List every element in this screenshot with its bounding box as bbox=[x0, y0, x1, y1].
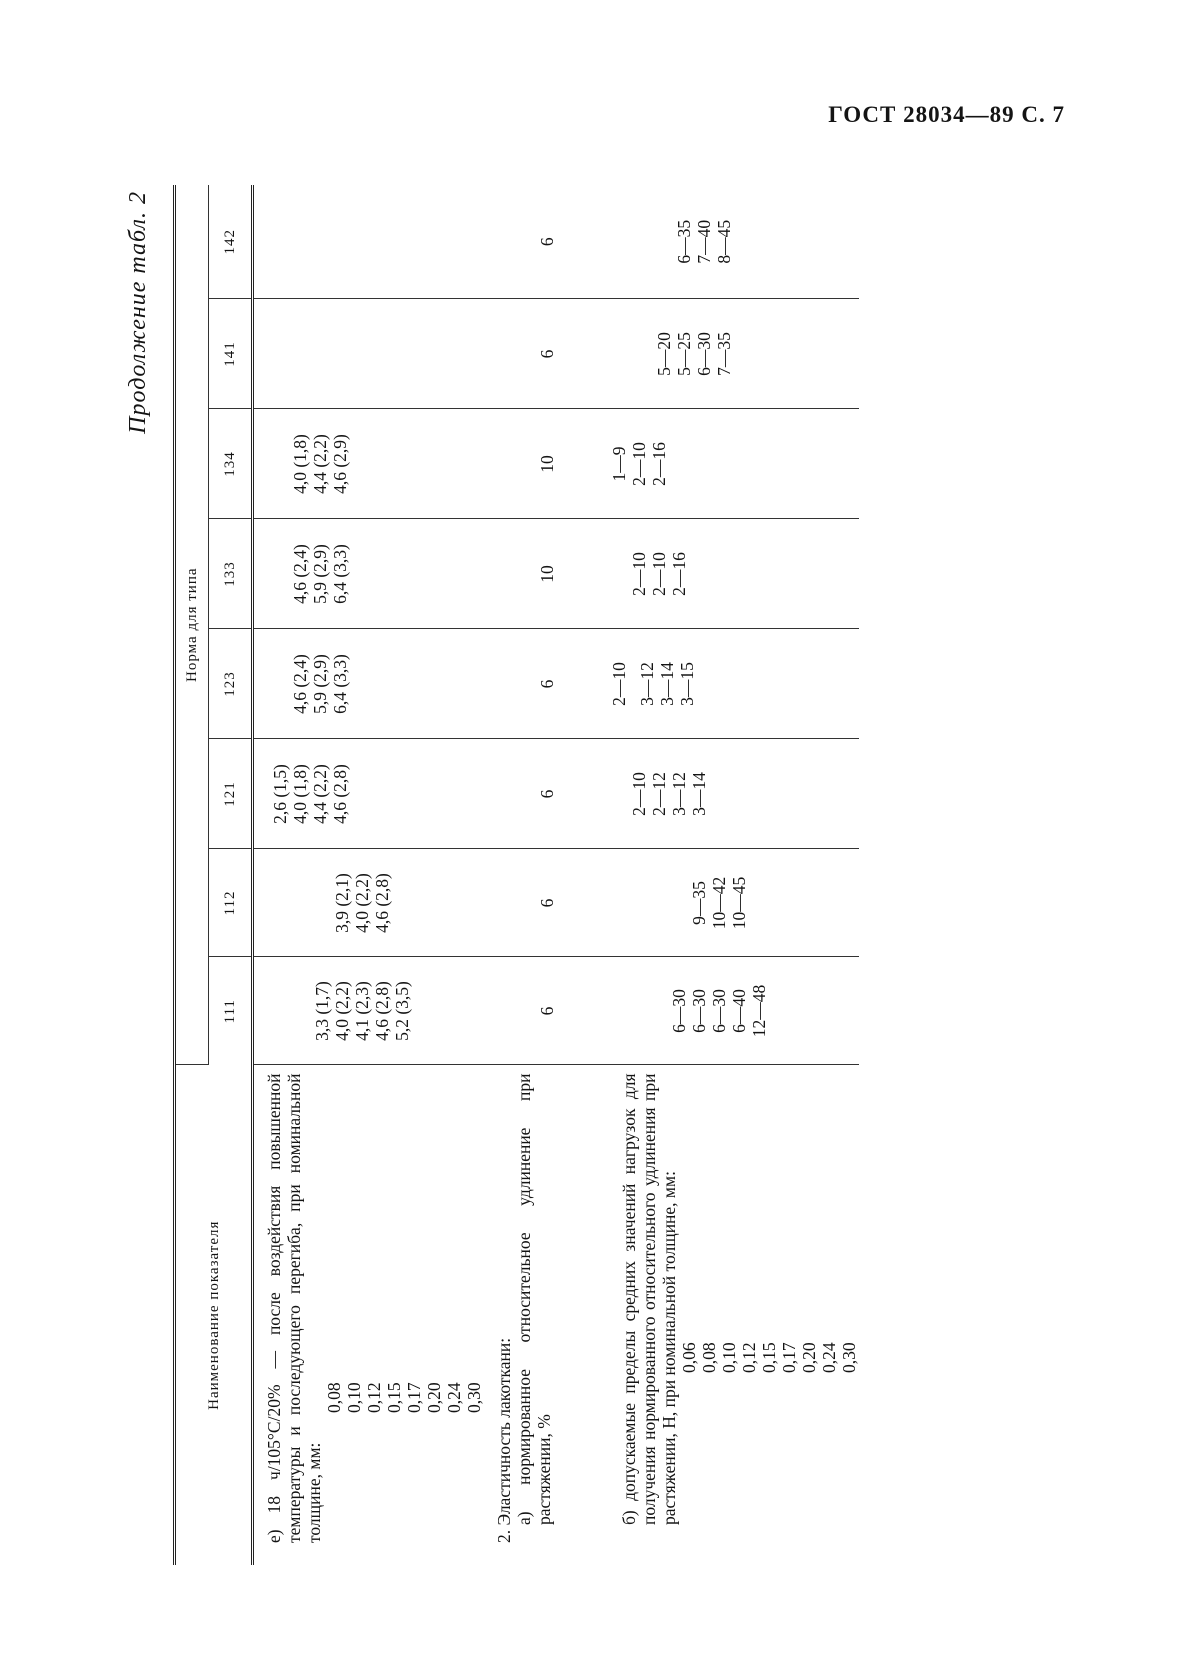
size-value: 0,08 bbox=[699, 1342, 719, 1373]
cell-value: 6—30 bbox=[694, 332, 714, 376]
cell-value: 6,4 (3,3) bbox=[330, 654, 350, 714]
size-value: 0,20 bbox=[799, 1342, 819, 1373]
cell-b-121 bbox=[609, 739, 859, 849]
table-caption: Продолжение табл. 2 bbox=[125, 191, 151, 434]
name-column-header: Наименование показателя bbox=[175, 1065, 253, 1565]
size-value: 0,06 bbox=[679, 1342, 699, 1373]
cell-e-112 bbox=[253, 849, 485, 957]
cell-value: 12—48 bbox=[749, 984, 769, 1038]
page-header: ГОСТ 28034—89 С. 7 bbox=[828, 102, 1065, 127]
cell-value: 4,6 (2,9) bbox=[330, 434, 350, 494]
cell-value: 5,9 (2,9) bbox=[310, 654, 330, 714]
cell-value: 5,2 (3,5) bbox=[392, 981, 412, 1041]
cell-value: 3,9 (2,1) bbox=[332, 873, 352, 933]
cell-b-112 bbox=[609, 849, 859, 957]
table-row-e bbox=[253, 185, 485, 1565]
cell-b-111 bbox=[609, 957, 859, 1065]
cell-e-133 bbox=[253, 519, 485, 629]
cell-a-141: 6 bbox=[484, 299, 609, 409]
size-value: 0,12 bbox=[364, 1382, 384, 1413]
cell-value: 3—12 bbox=[669, 772, 689, 816]
cell-b-134 bbox=[609, 409, 859, 519]
cell-value: 8—45 bbox=[714, 219, 734, 264]
column-header: 112 bbox=[209, 849, 253, 957]
cell-value: 2—12 bbox=[649, 772, 669, 816]
size-value: 0,30 bbox=[464, 1382, 484, 1413]
column-header: 111 bbox=[209, 957, 253, 1065]
cell-a-111: 6 bbox=[484, 957, 609, 1065]
cell-e-121 bbox=[253, 739, 485, 849]
size-value: 0,12 bbox=[739, 1342, 759, 1373]
row-e-marker: е) bbox=[264, 1529, 284, 1543]
cell-value: 4,0 (2,2) bbox=[332, 981, 352, 1041]
cell-value: 2—16 bbox=[669, 552, 689, 596]
column-header: 133 bbox=[209, 519, 253, 629]
cell-value: 4,4 (2,2) bbox=[310, 764, 330, 824]
cell-value: 3—14 bbox=[689, 772, 709, 816]
row-a-marker: а) bbox=[514, 1511, 534, 1525]
cell-value: 4,0 (1,8) bbox=[290, 434, 310, 494]
cell-value: 6—35 bbox=[674, 219, 694, 264]
cell-value: 3—12 bbox=[637, 662, 657, 706]
size-value: 0,15 bbox=[384, 1382, 404, 1413]
cell-a-112: 6 bbox=[484, 849, 609, 957]
cell-value: 2—10 bbox=[629, 772, 649, 816]
size-value: 0,08 bbox=[324, 1382, 344, 1413]
size-value: 0,24 bbox=[444, 1382, 464, 1413]
row-b-marker: б) bbox=[619, 1510, 639, 1525]
cell-value: 4,6 (2,4) bbox=[290, 544, 310, 604]
cell-value: 1—9 bbox=[609, 446, 629, 482]
size-value: 0,24 bbox=[819, 1342, 839, 1373]
cell-a-121: 6 bbox=[484, 739, 609, 849]
column-header: 141 bbox=[209, 299, 253, 409]
cell-value: 6—30 bbox=[689, 989, 709, 1033]
cell-value: 3—14 bbox=[657, 662, 677, 706]
column-header: 142 bbox=[209, 185, 253, 299]
table-row-b bbox=[609, 185, 859, 1565]
cell-value: 4,0 (2,2) bbox=[352, 873, 372, 933]
cell-b-142 bbox=[609, 185, 859, 299]
size-value: 0,30 bbox=[839, 1342, 859, 1373]
cell-value: 7—40 bbox=[694, 219, 714, 264]
size-value: 0,10 bbox=[719, 1342, 739, 1373]
cell-value: 4,6 (2,4) bbox=[290, 654, 310, 714]
row-b-name bbox=[609, 1065, 859, 1565]
cell-value: 6,4 (3,3) bbox=[330, 544, 350, 604]
cell-value: 2—10 bbox=[609, 662, 629, 706]
cell-e-142 bbox=[253, 185, 485, 299]
cell-e-134 bbox=[253, 409, 485, 519]
cell-a-134: 10 bbox=[484, 409, 609, 519]
cell-value: 7—35 bbox=[714, 332, 734, 376]
norms-table bbox=[173, 185, 859, 1565]
cell-value: 5—25 bbox=[674, 332, 694, 376]
cell-value: 10—45 bbox=[729, 876, 749, 930]
cell-a-133: 10 bbox=[484, 519, 609, 629]
cell-e-123 bbox=[253, 629, 485, 739]
row-b-sizes bbox=[679, 1074, 859, 1544]
row-e-text: 18 ч/105°С/20% — после воздействия повышенной температуры и последующего перегиба, при номинальной толщине, мм: bbox=[264, 1073, 324, 1543]
cell-value: 4,6 (2,8) bbox=[372, 873, 392, 933]
cell-b-141 bbox=[609, 299, 859, 409]
cell-value: 2—10 bbox=[649, 552, 669, 596]
cell-b-123 bbox=[609, 629, 859, 739]
column-header: 121 bbox=[209, 739, 253, 849]
cell-value: 9—35 bbox=[689, 881, 709, 925]
cell-value: 4,4 (2,2) bbox=[310, 434, 330, 494]
cell-a-142: 6 bbox=[484, 185, 609, 299]
row-e-sizes bbox=[324, 1074, 484, 1544]
cell-value: 2—10 bbox=[629, 442, 649, 486]
cell-value: 2—10 bbox=[629, 552, 649, 596]
size-value: 0,10 bbox=[344, 1382, 364, 1413]
cell-value: 4,1 (2,3) bbox=[352, 981, 372, 1041]
cell-value: 6—40 bbox=[729, 989, 749, 1033]
row-a-text: нормированное относительное удлинение при растяжении, % bbox=[514, 1073, 554, 1525]
cell-value: 4,6 (2,8) bbox=[372, 981, 392, 1041]
row-a-name bbox=[484, 1065, 609, 1565]
cell-value: 3—15 bbox=[677, 662, 697, 706]
row-b-text: допускаемые пределы средних значений нагрузок для получения нормированного относительного удлинения при растяжении, Н, при номинальной толщине, мм: bbox=[619, 1073, 679, 1525]
column-header: 134 bbox=[209, 409, 253, 519]
section-2-title: 2. Эластичность лакоткани: bbox=[494, 1337, 514, 1543]
cell-a-123: 6 bbox=[484, 629, 609, 739]
cell-e-141 bbox=[253, 299, 485, 409]
table-row-a bbox=[484, 185, 609, 1565]
size-value: 0,15 bbox=[759, 1342, 779, 1373]
cell-value: 2—16 bbox=[649, 442, 669, 486]
cell-value: 10—42 bbox=[709, 876, 729, 930]
size-value: 0,17 bbox=[404, 1382, 424, 1413]
cell-value: 2,6 (1,5) bbox=[270, 764, 290, 824]
cell-value: 6—30 bbox=[709, 989, 729, 1033]
cell-value: 4,6 (2,8) bbox=[330, 764, 350, 824]
cell-value: 4,0 (1,8) bbox=[290, 764, 310, 824]
row-e-name bbox=[253, 1065, 485, 1565]
column-header: 123 bbox=[209, 629, 253, 739]
cell-b-133 bbox=[609, 519, 859, 629]
cell-value: 5—20 bbox=[654, 332, 674, 376]
cell-value: 3,3 (1,7) bbox=[312, 981, 332, 1041]
cell-e-111 bbox=[253, 957, 485, 1065]
cell-value: 6—30 bbox=[669, 989, 689, 1033]
rotated-table-frame bbox=[125, 185, 1060, 1565]
size-value: 0,20 bbox=[424, 1382, 444, 1413]
type-group-header: Норма для типа bbox=[175, 185, 209, 1065]
cell-value: 5,9 (2,9) bbox=[310, 544, 330, 604]
size-value: 0,17 bbox=[779, 1342, 799, 1373]
